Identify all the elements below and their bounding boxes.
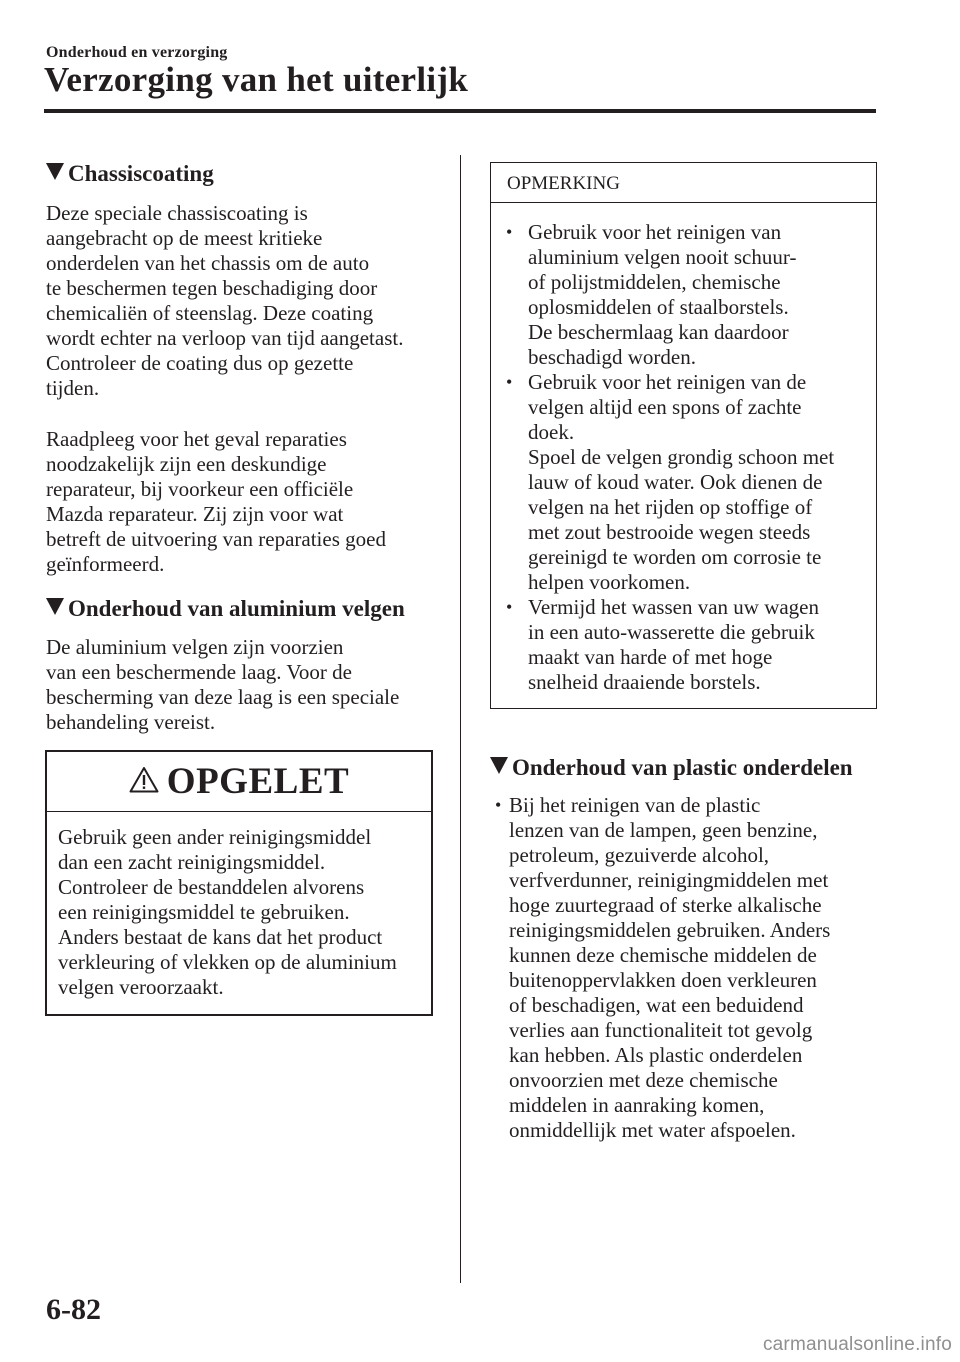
- text-line: wordt echter na verloop van tijd aangetast.: [46, 326, 404, 350]
- bullet-dot-icon: •: [506, 222, 513, 242]
- text-line: betreft de uitvoering van reparaties goed: [46, 527, 386, 551]
- bullet-dot-icon: •: [495, 795, 502, 815]
- text-line: geïnformeerd.: [46, 552, 165, 576]
- note-title: OPMERKING: [491, 163, 876, 203]
- text-line: behandeling vereist.: [46, 710, 216, 734]
- text-line: lauw of koud water. Ook dienen de: [528, 470, 823, 494]
- text-line: verlies aan functionaliteit tot gevolg: [509, 1018, 813, 1042]
- watermark: carmanualsonline.info: [762, 1334, 952, 1355]
- title-rule: [44, 109, 876, 113]
- text-line: oplosmiddelen of staalborstels.: [528, 295, 789, 319]
- column-divider: [460, 155, 461, 1283]
- caution-title: OPGELET: [166, 761, 350, 802]
- plastic-item: [495, 793, 831, 1143]
- text-line: Spoel de velgen grondig schoon met: [528, 445, 835, 469]
- text-line: Vermijd het wassen van uw wagen: [528, 595, 820, 619]
- text-line: onvoorzien met deze chemische: [509, 1068, 778, 1092]
- plastic-bullet: [495, 793, 831, 1143]
- text-line: Gebruik voor het reinigen van: [528, 220, 782, 244]
- page-title: Verzorging van het uiterlijk: [44, 60, 469, 99]
- caution-header: [47, 752, 431, 812]
- text-line: tijden.: [46, 376, 100, 400]
- chassiscoating-heading: [46, 160, 214, 188]
- text-line: chemicaliën of steenslag. Deze coating: [46, 301, 374, 325]
- triangle-bullet-icon: [490, 757, 508, 774]
- chassiscoating-paragraph-2: [46, 427, 386, 577]
- text-line: dan een zacht reinigingsmiddel.: [58, 850, 326, 874]
- text-line: met zout bestrooide wegen steeds: [528, 520, 811, 544]
- text-line: in een auto-wasserette die gebruik: [528, 620, 815, 644]
- text-line: Deze speciale chassiscoating is: [46, 201, 308, 225]
- text-line: doek.: [528, 420, 575, 444]
- text-line: petroleum, gezuiverde alcohol,: [509, 843, 770, 867]
- text-line: noodzakelijk zijn een deskundige: [46, 452, 327, 476]
- text-line: verfverdunner, reinigingmiddelen met: [509, 868, 829, 892]
- caution-box: [45, 750, 433, 1016]
- text-line: gereinigd te worden om corrosie te: [528, 545, 822, 569]
- text-line: velgen veroorzaakt.: [58, 975, 224, 999]
- triangle-bullet-icon: [46, 163, 64, 180]
- text-line: Controleer de bestanddelen alvorens: [58, 875, 365, 899]
- text-line: Mazda reparateur. Zij zijn voor wat: [46, 502, 344, 526]
- text-line: Anders bestaat de kans dat het product: [58, 925, 383, 949]
- note-item: [506, 370, 876, 595]
- text-line: middelen in aanraking komen,: [509, 1093, 765, 1117]
- text-line: Bij het reinigen van de plastic: [509, 793, 761, 817]
- note-body: [491, 203, 876, 695]
- chassiscoating-paragraph-1: [46, 201, 403, 401]
- text-line: Gebruik voor het reinigen van de: [528, 370, 807, 394]
- aluminium-paragraph: [46, 635, 399, 735]
- text-line: of beschadigen, wat een beduidend: [509, 993, 804, 1017]
- text-line: van een beschermende laag. Voor de: [46, 660, 352, 684]
- text-line: reparateur, bij voorkeur een officiële: [46, 477, 354, 501]
- bullet-dot-icon: •: [506, 597, 513, 617]
- text-line: onderdelen van het chassis om de auto: [46, 251, 370, 275]
- note-box: [490, 162, 877, 709]
- text-line: aangebracht op de meest kritieke: [46, 226, 323, 250]
- heading-text: Onderhoud van aluminium velgen: [68, 596, 405, 621]
- text-line: kan hebben. Als plastic onderdelen: [509, 1043, 803, 1067]
- text-line: onmiddellijk met water afspoelen.: [509, 1118, 796, 1142]
- page-number: 6-82: [46, 1293, 101, 1326]
- text-line: velgen altijd een spons of zachte: [528, 395, 802, 419]
- text-line: lenzen van de lampen, geen benzine,: [509, 818, 818, 842]
- aluminium-heading: [46, 595, 405, 623]
- text-line: De beschermlaag kan daardoor: [528, 320, 789, 344]
- text-line: velgen na het rijden op stoffige of: [528, 495, 813, 519]
- text-line: hoge zuurtegraad of sterke alkalische: [509, 893, 822, 917]
- plastic-heading: [490, 754, 853, 782]
- caution-body: [47, 812, 431, 1000]
- text-line: Controleer de coating dus op gezette: [46, 351, 354, 375]
- text-line: een reinigingsmiddel te gebruiken.: [58, 900, 350, 924]
- text-line: maakt van harde of met hoge: [528, 645, 773, 669]
- note-item: [506, 595, 876, 695]
- text-line: reinigingsmiddelen gebruiken. Anders: [509, 918, 831, 942]
- text-line: Gebruik geen ander reinigingsmiddel: [58, 825, 372, 849]
- heading-text: Onderhoud van plastic onderdelen: [512, 755, 853, 780]
- heading-text: Chassiscoating: [68, 161, 214, 186]
- triangle-bullet-icon: [46, 598, 64, 615]
- text-line: snelheid draaiende borstels.: [528, 670, 761, 694]
- text-line: verkleuring of vlekken op de aluminium: [58, 950, 397, 974]
- text-line: De aluminium velgen zijn voorzien: [46, 635, 344, 659]
- note-item: [506, 220, 876, 370]
- text-line: of polijstmiddelen, chemische: [528, 270, 781, 294]
- text-line: kunnen deze chemische middelen de: [509, 943, 817, 967]
- text-line: beschadigd worden.: [528, 345, 696, 369]
- text-line: te beschermen tegen beschadiging door: [46, 276, 378, 300]
- warning-triangle-icon: [129, 766, 159, 793]
- text-line: aluminium velgen nooit schuur-: [528, 245, 797, 269]
- text-line: helpen voorkomen.: [528, 570, 691, 594]
- text-line: Raadpleeg voor het geval reparaties: [46, 427, 347, 451]
- bullet-dot-icon: •: [506, 372, 513, 392]
- section-label: Onderhoud en verzorging: [46, 44, 228, 61]
- text-line: bescherming van deze laag is een speciale: [46, 685, 400, 709]
- text-line: buitenoppervlakken doen verkleuren: [509, 968, 817, 992]
